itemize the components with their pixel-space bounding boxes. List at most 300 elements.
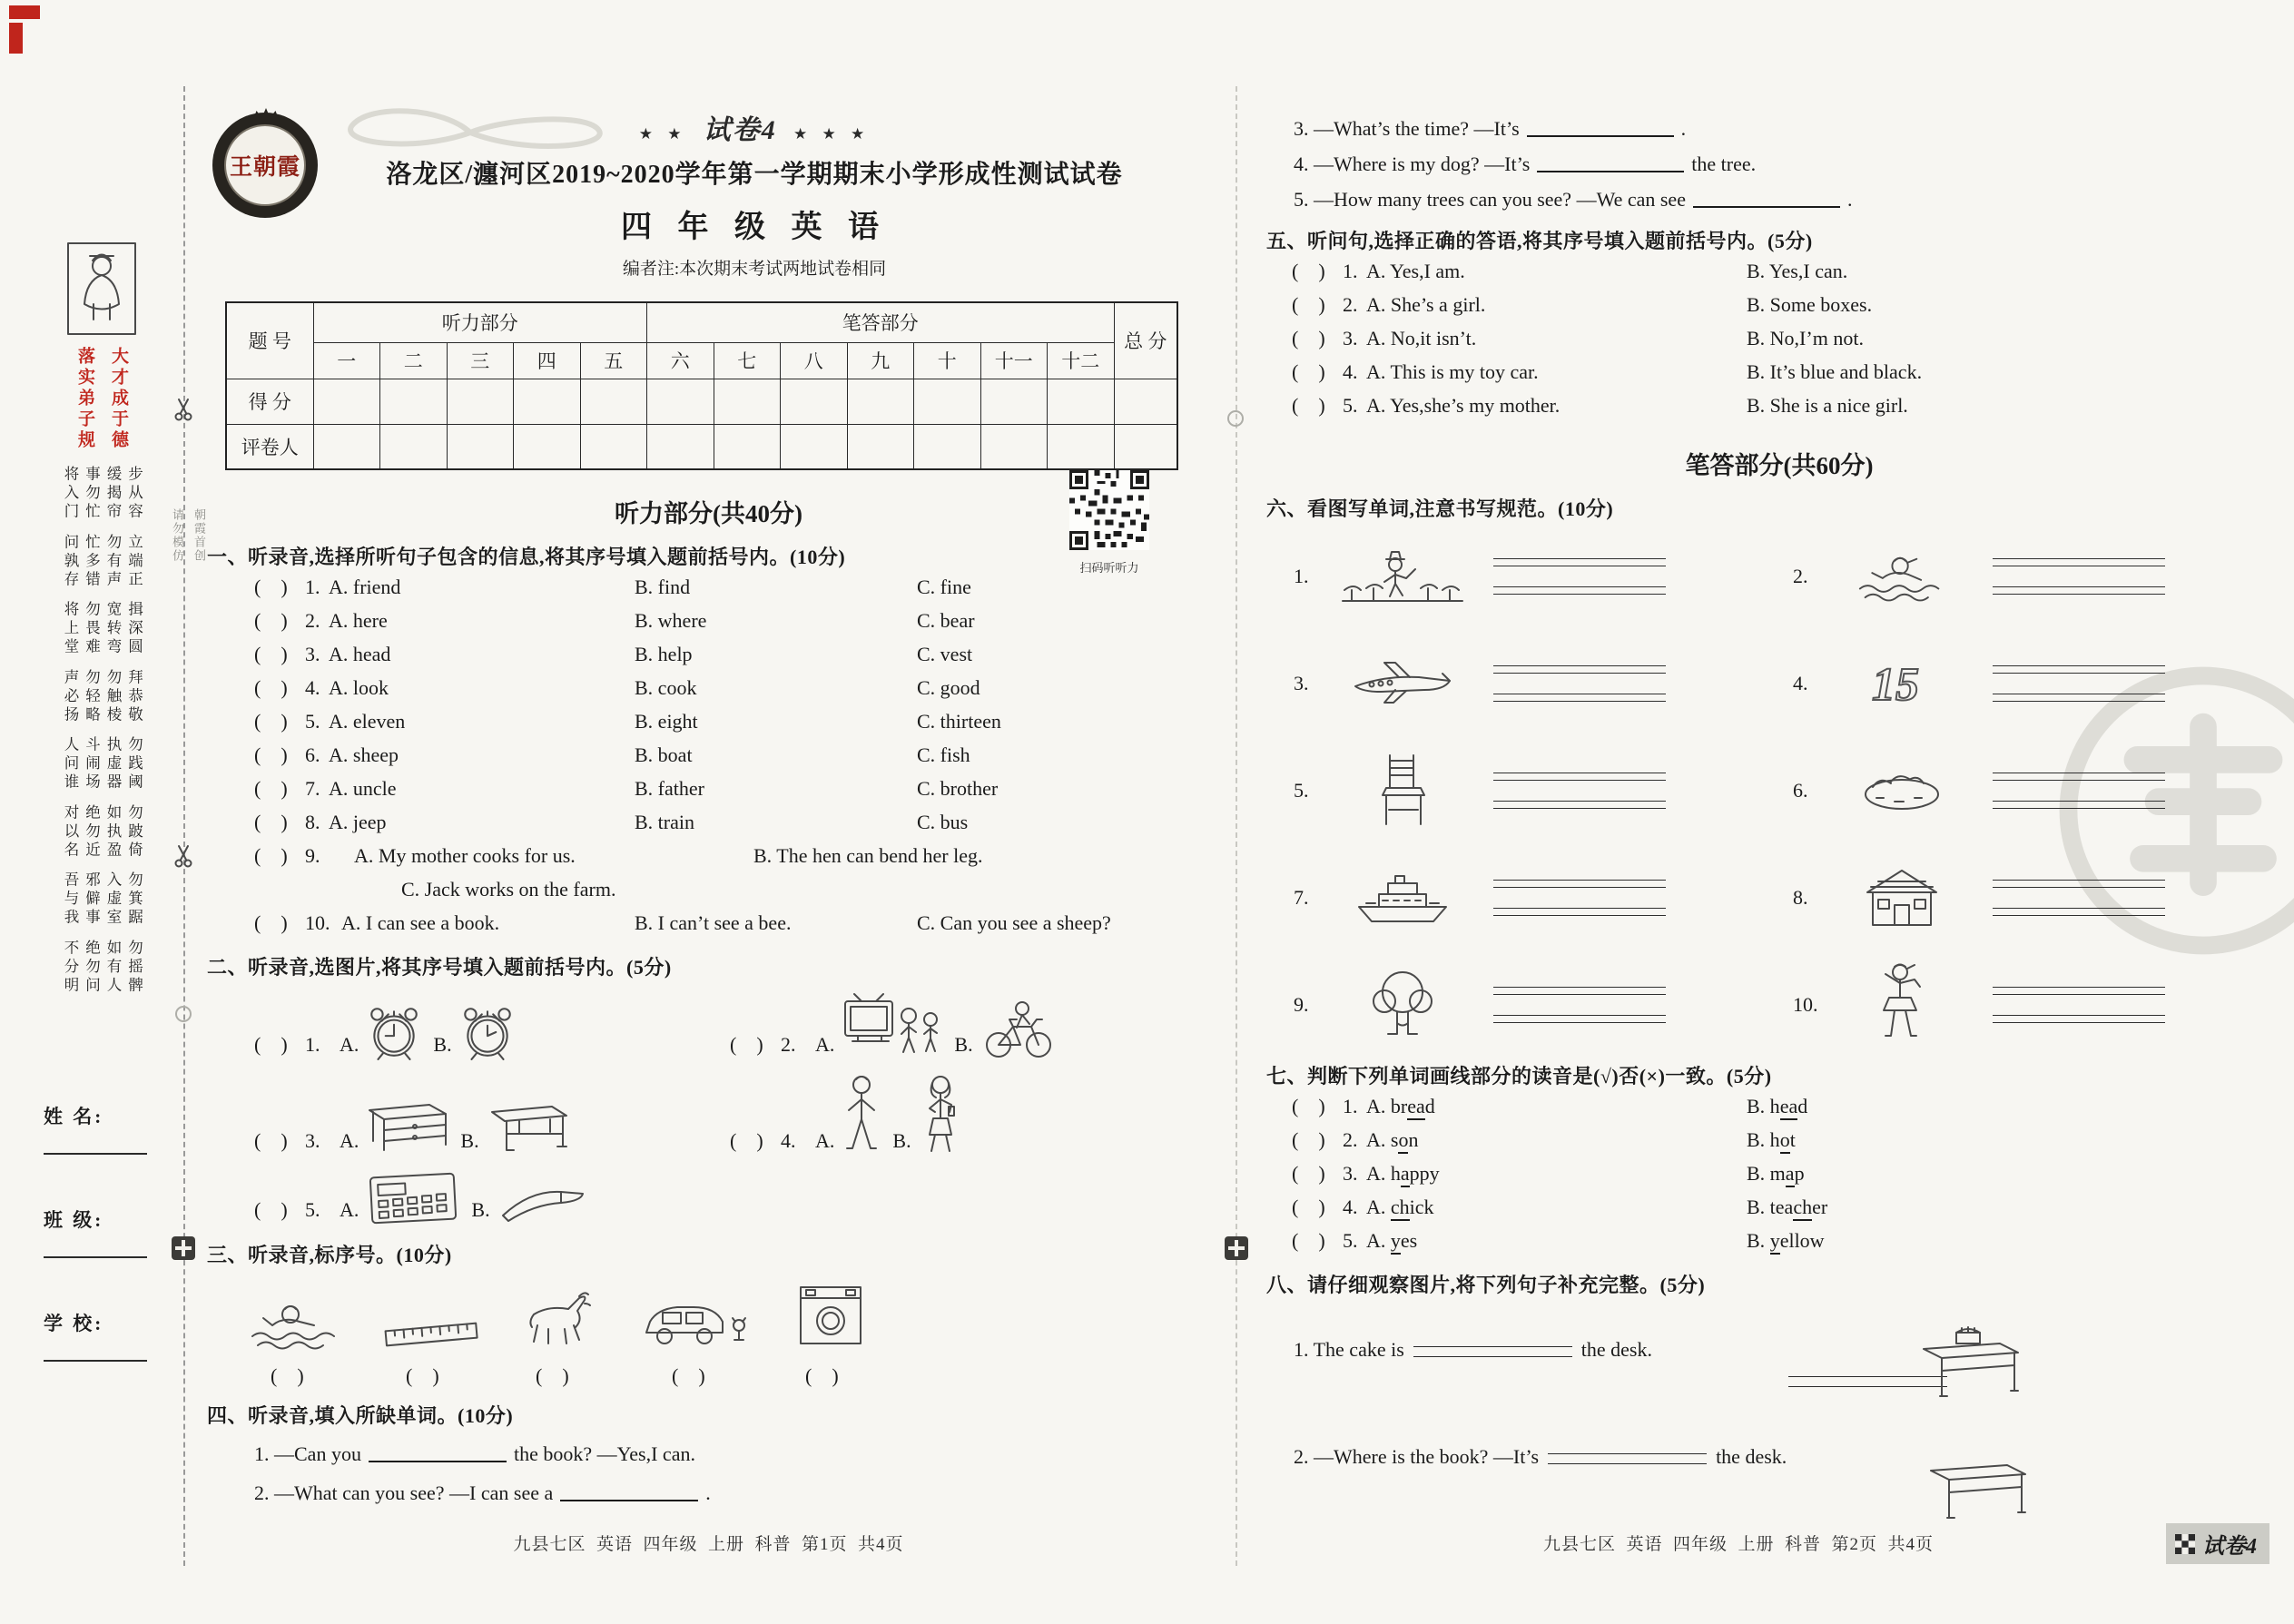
boy-swimming-image xyxy=(249,1297,343,1350)
cut-line-stamp xyxy=(172,1236,195,1260)
section-4-title: 四、听录音,填入所缺单词。(10分) xyxy=(207,1404,514,1427)
option-a: A. She’s a girl. xyxy=(1366,293,1486,316)
section-2-row xyxy=(207,991,1210,1062)
question-number: 6. xyxy=(1793,779,1808,802)
total-score-label: 总 分 xyxy=(1114,302,1177,379)
option-b xyxy=(1747,1190,2292,1224)
answer-write-lines xyxy=(1493,987,1666,1023)
score-cell xyxy=(580,424,647,469)
fold-line xyxy=(1236,86,1237,1566)
score-cell xyxy=(714,424,781,469)
sentence-pre: 1. The cake is xyxy=(1294,1338,1404,1361)
motto-line: 落实弟子规 xyxy=(75,347,94,451)
verse-phrase: 步从容 xyxy=(125,466,143,522)
underlined-part: a xyxy=(1786,1162,1795,1187)
option-a: A. jeep xyxy=(329,811,387,833)
question-row xyxy=(1266,254,2292,288)
question-number: 4. xyxy=(305,676,320,699)
answer-write-lines xyxy=(1493,880,1666,916)
option-b: B. cook xyxy=(635,676,697,699)
picture-with-bracket xyxy=(519,1288,603,1388)
student-info-fields xyxy=(44,1102,160,1362)
section-3-items xyxy=(207,1281,1210,1388)
tree-image xyxy=(1326,967,1479,1043)
answer-bracket: ( ) xyxy=(254,743,288,766)
answer-write-lines xyxy=(1993,773,2165,809)
cut-caption-line: 朝霞首创 xyxy=(192,508,206,563)
logo-ring xyxy=(212,113,318,218)
verse-phrase: 勿践阈 xyxy=(125,736,143,792)
option-a xyxy=(1366,1190,1747,1224)
option-c: C. fine xyxy=(917,576,971,598)
section-5-items xyxy=(1266,254,2292,422)
question-number: 8. xyxy=(305,811,320,833)
question-row xyxy=(207,704,1210,738)
score-column-header: 八 xyxy=(781,342,848,379)
question-row xyxy=(207,738,1210,772)
fill-in-sentence xyxy=(207,1480,1210,1507)
listening-part-heading: 听力部分(共40分) xyxy=(615,500,802,527)
verse-phrase: 将上堂 xyxy=(62,601,79,657)
question-number: 1. xyxy=(1343,1095,1358,1117)
exam-title: 洛龙区/瀍河区2019~2020学年第一学期期末小学形成性测试试卷 xyxy=(386,161,1123,189)
verse-phrase: 斗闹场 xyxy=(83,736,101,792)
registration-mark xyxy=(9,23,23,54)
question-number: 4. xyxy=(1343,360,1358,383)
question-number: 10. xyxy=(305,911,330,934)
option-c: C. brother xyxy=(917,777,999,800)
underlined-part: ch xyxy=(1391,1196,1410,1221)
answer-bracket: ( ) xyxy=(1292,1095,1325,1117)
question-number: 3. xyxy=(305,643,320,665)
section-2-title: 二、听录音,选图片,将其序号填入题前括号内。(5分) xyxy=(207,956,672,979)
option-a-label: A. xyxy=(340,1198,359,1221)
verse-group xyxy=(63,466,142,522)
option-b: B. train xyxy=(635,811,694,833)
answer-bracket: ( ) xyxy=(254,710,288,733)
underlined-part: a xyxy=(1401,1162,1410,1187)
option-a xyxy=(1366,1156,1747,1190)
answer-bracket: ( ) xyxy=(254,576,288,598)
score-cell xyxy=(580,379,647,424)
word-part: B. m xyxy=(1747,1162,1786,1185)
word-part: ick xyxy=(1409,1196,1434,1218)
score-cell xyxy=(781,424,848,469)
option-b: B. The hen can bend her leg. xyxy=(753,844,983,867)
option-c: C. good xyxy=(917,676,980,699)
underlined-part: y xyxy=(1391,1229,1401,1255)
score-column-header: 十 xyxy=(914,342,981,379)
question-row xyxy=(207,637,1210,671)
scissors-icon xyxy=(173,398,193,426)
option-a xyxy=(1366,1123,1747,1156)
option-a: A. friend xyxy=(329,576,401,598)
number-fifteen-image xyxy=(1826,655,1978,713)
word-part: A. xyxy=(1366,1229,1391,1252)
verse-group xyxy=(63,940,142,996)
option-c: C. bear xyxy=(917,609,975,632)
cut-line-caption xyxy=(169,508,208,563)
score-cell xyxy=(781,379,848,424)
verse-phrase: 勿畏难 xyxy=(83,601,101,657)
verse-group xyxy=(63,601,142,657)
answer-blank xyxy=(1537,156,1684,172)
word-part: d xyxy=(1797,1095,1808,1117)
house-image xyxy=(1826,865,1978,930)
paper-badge xyxy=(2166,1523,2269,1564)
section-1-title: 一、听录音,选择所听句子包含的信息,将其序号填入题前括号内。(10分) xyxy=(207,546,846,568)
verse-phrase: 入虚室 xyxy=(104,871,122,928)
qr-caption: 扫码听听力 xyxy=(1079,561,1139,575)
answer-blank xyxy=(1548,1453,1707,1464)
option-b-label: B. xyxy=(433,1033,452,1056)
dancing-girl-image xyxy=(1826,961,1978,1048)
sentence-pre: 2. —Where is the book? —It’s xyxy=(1294,1445,1540,1468)
option-b: B. Yes,I can. xyxy=(1747,260,1848,282)
question-row xyxy=(207,604,1210,637)
question-number: 9. xyxy=(1294,993,1309,1016)
question-number: 7. xyxy=(1294,886,1309,909)
fold-line-stamp xyxy=(1225,1236,1248,1260)
section-5-title: 五、听问句,选择正确的答语,将其序号填入题前括号内。(5分) xyxy=(1266,230,1813,252)
question-number: 1. xyxy=(305,576,320,598)
fill-in-sentence xyxy=(1266,115,2292,143)
option-b: B. It’s blue and black. xyxy=(1747,360,1923,383)
option-a-label: A. xyxy=(815,1033,835,1056)
score-column-header: 十二 xyxy=(1048,342,1115,379)
logo-crown-icon xyxy=(252,108,280,122)
section-3 xyxy=(207,1240,1210,1388)
grader-row-label: 评卷人 xyxy=(226,424,313,469)
score-corner-label: 题 号 xyxy=(226,302,313,379)
answer-bracket: ( ) xyxy=(536,1364,569,1387)
question-number: 5. xyxy=(1343,1229,1358,1252)
option-b xyxy=(1747,1224,2292,1257)
word-part: n xyxy=(1408,1128,1419,1151)
alarm-clock-a-image xyxy=(366,1002,422,1062)
word-part: t xyxy=(1789,1128,1796,1151)
stars-right: ★ ★ ★ xyxy=(793,125,871,143)
answer-write-lines xyxy=(1493,665,1666,702)
verse-list xyxy=(63,466,142,995)
question-number: 2. xyxy=(781,1033,796,1056)
bread-image xyxy=(1826,765,1978,816)
score-cell xyxy=(914,379,981,424)
farmer-in-field-image xyxy=(1326,548,1479,605)
section-2-row xyxy=(207,1073,1210,1158)
field-label: 学 校: xyxy=(44,1313,104,1334)
children-watching-tv-image xyxy=(842,991,943,1062)
section-7 xyxy=(1266,1061,2292,1257)
picture-question xyxy=(730,1073,962,1158)
score-cell xyxy=(1048,424,1115,469)
answer-bracket: ( ) xyxy=(1292,1196,1325,1218)
page-2 xyxy=(1266,107,2292,1469)
sentence-post: the desk. xyxy=(1716,1445,1787,1468)
fold-line-mark xyxy=(1227,410,1244,427)
option-b-label: B. xyxy=(471,1198,490,1221)
verse-phrase: 执虚器 xyxy=(104,736,122,792)
question-row xyxy=(1266,355,2292,389)
knife-image xyxy=(497,1182,588,1227)
verse-phrase: 缓揭帘 xyxy=(104,466,122,522)
word-part: ellow xyxy=(1779,1229,1825,1252)
verse-group xyxy=(63,804,142,861)
score-cell xyxy=(313,424,380,469)
alarm-clock-b-image xyxy=(459,1002,516,1062)
underlined-part: y xyxy=(1770,1229,1780,1255)
question-row xyxy=(207,906,1210,940)
picture-with-bracket xyxy=(381,1317,481,1388)
option-b: B. boat xyxy=(635,743,693,766)
answer-bracket: ( ) xyxy=(730,1129,763,1152)
verse-phrase: 如有人 xyxy=(104,939,122,995)
score-cell xyxy=(980,424,1048,469)
picture-word-item xyxy=(1793,533,2292,620)
sentence-pre: 3. —What’s the time? —It’s xyxy=(1294,117,1520,140)
section-6 xyxy=(1266,494,2292,1048)
picture-word-item xyxy=(1294,961,1793,1048)
verse-group xyxy=(63,736,142,792)
question-row xyxy=(1266,1224,2292,1257)
sentence-post: . xyxy=(705,1481,711,1504)
score-cell xyxy=(447,379,514,424)
answer-bracket: ( ) xyxy=(730,1033,763,1056)
answer-bracket: ( ) xyxy=(1292,1229,1325,1252)
question-row xyxy=(207,570,1210,604)
question-row xyxy=(207,772,1210,805)
word-part: B. h xyxy=(1747,1095,1780,1117)
section-6-title: 六、看图写单词,注意书写规范。(10分) xyxy=(1266,497,1614,520)
question-row-continued xyxy=(207,872,1210,906)
answer-blank xyxy=(1413,1346,1572,1357)
sidebar xyxy=(44,241,160,1362)
paper-badge-label: 试卷4 xyxy=(2202,1535,2257,1559)
desk-image xyxy=(1924,1454,2031,1532)
section-5 xyxy=(1266,226,2292,422)
ruler-image xyxy=(381,1317,481,1350)
sentence-pre: 2. —What can you see? —I can see a xyxy=(254,1481,554,1504)
word-part: A. xyxy=(1366,1196,1391,1218)
field-write-line xyxy=(44,1153,147,1155)
verse-phrase: 勿跛倚 xyxy=(125,803,143,860)
page-2-footer: 九县七区 英语 四年级 上册 科普 第2页 共4页 xyxy=(1542,1535,1934,1554)
option-a xyxy=(1366,1089,1747,1123)
picture-with-bracket xyxy=(249,1297,343,1388)
girl-with-phone-image xyxy=(919,1073,962,1158)
answer-write-lines xyxy=(1493,558,1666,595)
verse-phrase: 人问谁 xyxy=(62,736,79,792)
qr-code-image xyxy=(1069,470,1149,550)
answer-blank xyxy=(1693,192,1840,208)
picture-question xyxy=(730,991,1058,1062)
option-b-label: B. xyxy=(892,1129,911,1152)
option-b-label: B. xyxy=(460,1129,479,1152)
answer-write-lines xyxy=(1993,987,2165,1023)
scissors-icon xyxy=(173,844,193,872)
fill-in-sentence xyxy=(1294,1445,2292,1469)
question-number: 3. xyxy=(305,1129,320,1152)
section-8-title: 八、请仔细观察图片,将下列句子补充完整。(5分) xyxy=(1266,1274,1706,1296)
answer-bracket: ( ) xyxy=(271,1364,304,1387)
option-a: A. uncle xyxy=(329,777,397,800)
verse-phrase: 勿有声 xyxy=(104,533,122,589)
option-b: B. eight xyxy=(635,710,698,733)
question-row xyxy=(207,839,1210,872)
answer-bracket: ( ) xyxy=(254,811,288,833)
score-cell xyxy=(647,424,714,469)
written-part-label: 笔答部分 xyxy=(647,302,1115,342)
question-number: 6. xyxy=(305,743,320,766)
option-a: A. No,it isn’t. xyxy=(1366,327,1477,349)
score-cell xyxy=(313,379,380,424)
question-number: 5. xyxy=(1294,779,1309,802)
answer-bracket: ( ) xyxy=(672,1364,705,1387)
picture-with-bracket xyxy=(792,1281,870,1388)
score-column-header: 九 xyxy=(847,342,914,379)
verse-phrase: 勿箕踞 xyxy=(125,871,143,928)
option-c: C. thirteen xyxy=(917,710,1001,733)
score-cell xyxy=(847,424,914,469)
word-part: A. h xyxy=(1366,1162,1401,1185)
section-3-title: 三、听录音,标序号。(10分) xyxy=(207,1244,452,1266)
picture-question xyxy=(254,1002,730,1062)
answer-bracket: ( ) xyxy=(406,1364,439,1387)
question-number: 2. xyxy=(1343,1128,1358,1151)
answer-bracket: ( ) xyxy=(254,1198,288,1221)
score-cell xyxy=(1114,424,1177,469)
page-1-footer: 九县七区 英语 四年级 上册 科普 第1页 共4页 xyxy=(513,1535,904,1554)
option-a: A. here xyxy=(329,609,388,632)
qr-code-block xyxy=(1066,470,1153,576)
score-cell xyxy=(380,379,448,424)
verse-phrase: 立端正 xyxy=(125,533,143,589)
question-number: 3. xyxy=(1294,672,1309,694)
picture-question xyxy=(254,1093,730,1158)
score-cell xyxy=(514,424,581,469)
answer-write-lines xyxy=(1993,665,2165,702)
score-column-header: 十一 xyxy=(980,342,1048,379)
score-cell xyxy=(380,424,448,469)
field-label: 班 级: xyxy=(44,1209,104,1231)
verse-phrase: 勿轻略 xyxy=(83,668,101,724)
option-a: A. look xyxy=(329,676,389,699)
option-a xyxy=(1366,1224,1747,1257)
fill-in-sentence xyxy=(1266,186,2292,213)
written-part-heading: 笔答部分(共60分) xyxy=(1685,452,1874,479)
question-number: 4. xyxy=(781,1129,796,1152)
option-c: C. vest xyxy=(917,643,973,665)
section-7-title: 七、判断下列单词画线部分的读音是(√)否(×)一致。(5分) xyxy=(1266,1065,1772,1088)
answer-bracket: ( ) xyxy=(254,643,288,665)
answer-bracket: ( ) xyxy=(254,844,288,867)
sentence-pre: 1. —Can you xyxy=(254,1442,361,1465)
score-cell xyxy=(447,424,514,469)
paper-header xyxy=(323,107,1186,280)
question-row xyxy=(1266,321,2292,355)
answer-blank xyxy=(560,1485,698,1501)
picture-word-item xyxy=(1793,747,2292,834)
option-a: A. This is my toy car. xyxy=(1366,360,1539,383)
picture-word-item xyxy=(1793,961,2292,1048)
calculator-image xyxy=(366,1169,460,1227)
question-number: 1. xyxy=(305,1033,320,1056)
cut-line xyxy=(183,86,185,1566)
score-cell xyxy=(1048,379,1115,424)
option-b: B. She is a nice girl. xyxy=(1747,394,1908,417)
washing-machine-image xyxy=(792,1281,870,1350)
stars-left: ★ ★ xyxy=(638,125,687,143)
option-a: A. Yes,I am. xyxy=(1366,260,1465,282)
score-cell xyxy=(514,379,581,424)
fill-in-sentence xyxy=(1294,1338,2292,1362)
verse-phrase: 绝勿近 xyxy=(83,803,101,860)
fill-in-sentence xyxy=(1266,151,2292,178)
picture-with-bracket xyxy=(641,1295,753,1388)
student-info-field xyxy=(44,1309,147,1362)
airplane-image xyxy=(1326,659,1479,708)
question-row xyxy=(207,671,1210,704)
checker-icon xyxy=(2175,1534,2195,1554)
student-info-field xyxy=(44,1206,147,1258)
registration-mark xyxy=(9,5,40,19)
picture-word-item xyxy=(1294,533,1793,620)
score-column-header: 五 xyxy=(580,342,647,379)
section-2 xyxy=(207,952,1210,1227)
verse-phrase: 事勿忙 xyxy=(83,466,101,522)
score-cell xyxy=(914,424,981,469)
motto-line: 大才成于德 xyxy=(109,347,128,451)
verse-phrase: 拜恭敬 xyxy=(125,668,143,724)
sentence-post: the desk. xyxy=(1580,1338,1652,1361)
question-number: 8. xyxy=(1793,886,1808,909)
picture-word-item xyxy=(1793,854,2292,941)
question-number: 1. xyxy=(1343,260,1358,282)
verse-phrase: 对以名 xyxy=(62,803,79,860)
sentence-post: . xyxy=(1680,117,1687,140)
question-row xyxy=(1266,1156,2292,1190)
word-part: d xyxy=(1424,1095,1435,1117)
word-part: B. h xyxy=(1747,1128,1780,1151)
option-a: A. I can see a book. xyxy=(341,911,500,934)
verse-phrase: 宽转弯 xyxy=(104,601,122,657)
answer-bracket: ( ) xyxy=(254,1129,288,1152)
field-label: 姓 名: xyxy=(44,1106,104,1127)
section-4 xyxy=(207,1401,1210,1507)
section-8-body xyxy=(1266,1338,2292,1469)
option-b: B. father xyxy=(635,777,704,800)
answer-bracket: ( ) xyxy=(254,609,288,632)
picture-word-item xyxy=(1294,640,1793,727)
question-number: 1. xyxy=(1294,565,1309,587)
question-number: 2. xyxy=(1793,565,1808,587)
section-7-items xyxy=(1266,1089,2292,1257)
question-number: 9. xyxy=(305,844,320,867)
answer-bracket: ( ) xyxy=(254,911,288,934)
verse-phrase: 吾与我 xyxy=(62,871,79,928)
section-8 xyxy=(1266,1270,2292,1469)
desk-with-cake-image xyxy=(1916,1324,2023,1409)
logo-text: 王朝霞 xyxy=(229,155,300,180)
boy-standing-image xyxy=(842,1073,881,1158)
car-with-dog-image xyxy=(641,1295,753,1350)
subject-title: 四 年 级 英 语 xyxy=(621,211,888,244)
score-cell xyxy=(1114,379,1177,424)
verse-phrase: 如执盈 xyxy=(104,803,122,860)
option-b: B. I can’t see a bee. xyxy=(635,911,792,934)
sentence-post: the tree. xyxy=(1691,153,1757,175)
school-desk-image xyxy=(487,1093,570,1158)
